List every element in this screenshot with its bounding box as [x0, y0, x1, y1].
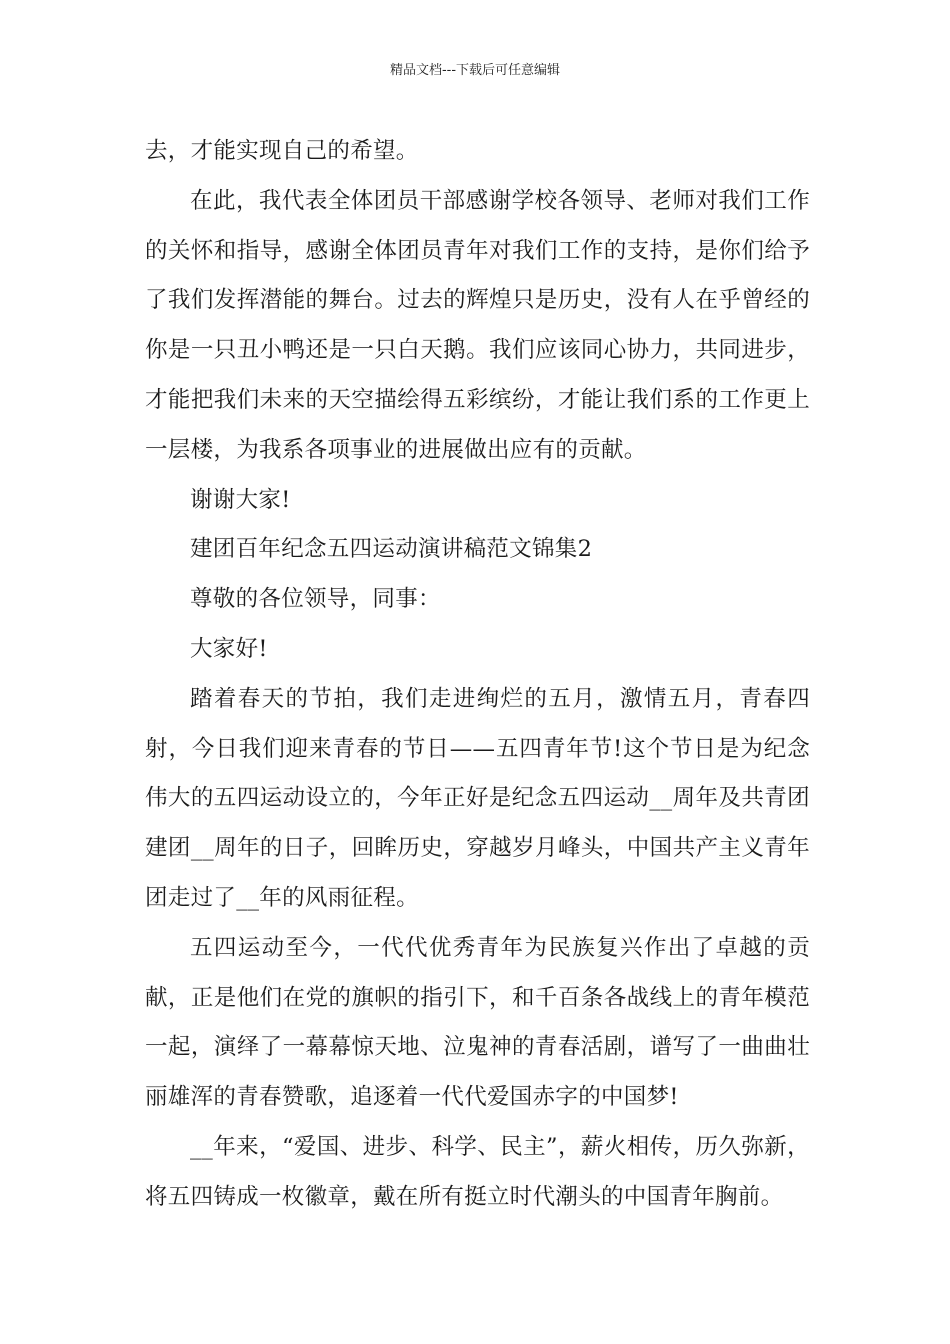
paragraph-9: __年来，“爱国、进步、科学、民主”，薪火相传，历久弥新，将五四铸成一枚徽章，戴在所有挺立时代潮头的中国青年胸前。 — [145, 1133, 810, 1210]
paragraph-8: 五四运动至今，一代代优秀青年为民族复兴作出了卓越的贡献，正是他们在党的旗帜的指引下，和千百条各战线上的青年模范一起，演绎了一幕幕惊天地、泣鬼神的青春活剧，谱写了一曲曲壮丽雄浑的青春赞歌，追逐着一代代爱国赤字的中国梦! — [145, 934, 810, 1111]
document-body — [145, 127, 810, 1223]
paragraph-1: 去，才能实现自己的希望。 — [145, 138, 419, 164]
paragraph-3: 谢谢大家! — [190, 486, 291, 513]
greeting: 大家好! — [190, 635, 268, 662]
section-title: 建团百年纪念五四运动演讲稿范文锦集2 — [190, 536, 593, 563]
paragraph-7: 踏着春天的节拍，我们走进绚烂的五月，激情五月，青春四射，今日我们迎来青春的节日——五四青年节!这个节日是为纪念伟大的五四运动设立的，今年正好是纪念五四运动__周年及共青团建团__周年的日子，回眸历史，穿越岁月峰头，中国共产主义青年团走过了__年的风雨征程。 — [145, 685, 810, 911]
paragraph-2: 在此，我代表全体团员干部感谢学校各领导、老师对我们工作的关怀和指导，感谢全体团员青年对我们工作的支持，是你们给予了我们发挥潜能的舞台。过去的辉煌只是历史，没有人在乎曾经的你是一只丑小鸭还是一只白天鹅。我们应该同心协力，共同进步，才能把我们未来的天空描绘得五彩缤纷，才能让我们系的工作更上一层楼，为我系各项事业的进展做出应有的贡献。 — [145, 187, 810, 463]
salutation: 尊敬的各位领导，同事： — [190, 586, 441, 613]
page-header: 精品文档---下载后可任意编辑 — [389, 63, 561, 78]
